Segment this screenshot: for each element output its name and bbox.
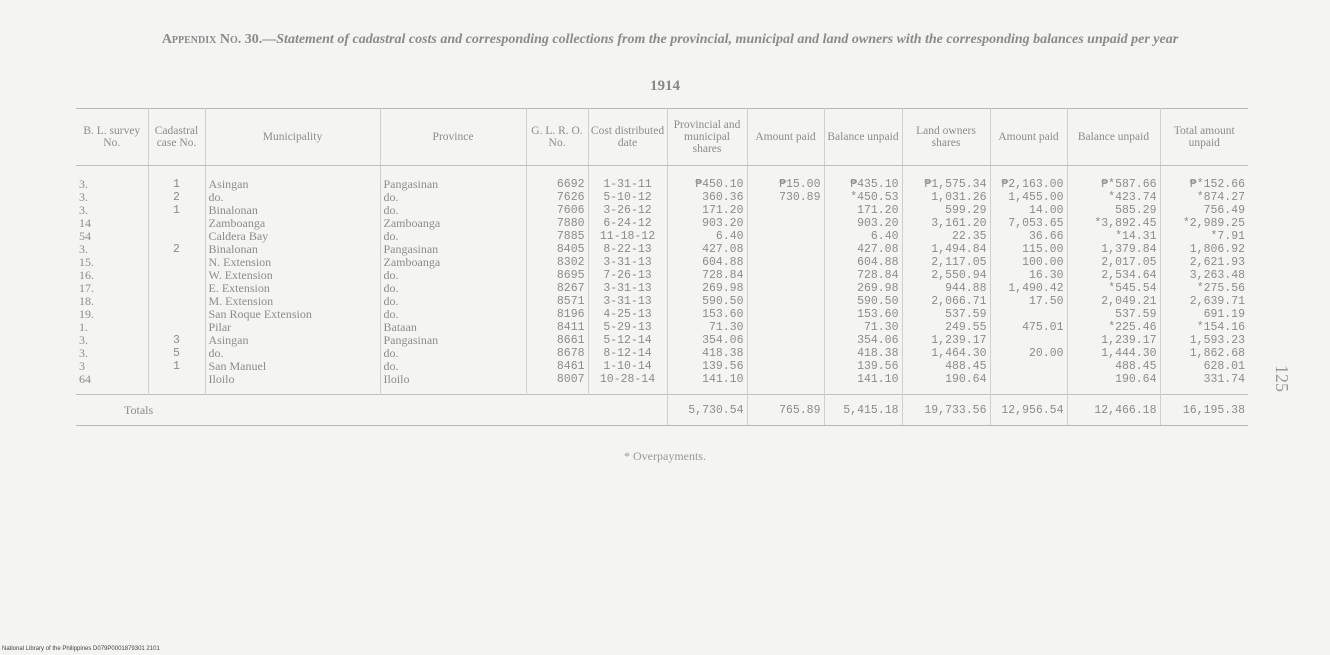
glro-no-cell: 8411	[526, 321, 588, 334]
owner-paid-cell: 16.30	[990, 269, 1067, 282]
owner-shares-cell: 2,117.05	[902, 256, 990, 269]
case-no-cell	[148, 269, 205, 282]
case-no-cell	[148, 282, 205, 295]
municipality-cell: W. Extension	[205, 269, 380, 282]
case-no-cell	[148, 321, 205, 334]
owner-paid-cell: 20.00	[990, 347, 1067, 360]
column-header: Province	[380, 109, 526, 166]
glro-no-cell: 8461	[526, 360, 588, 373]
date-cell: 1-10-14	[588, 360, 667, 373]
owner-shares-cell: 599.29	[902, 204, 990, 217]
owner-paid-cell: 7,053.65	[990, 217, 1067, 230]
prov-paid-cell	[747, 230, 824, 243]
owner-shares-cell: 1,239.17	[902, 334, 990, 347]
glro-no-cell: 8007	[526, 373, 588, 395]
owner-shares-cell: 2,550.94	[902, 269, 990, 282]
prov-balance-cell: 418.38	[824, 347, 902, 360]
glro-no-cell: 8678	[526, 347, 588, 360]
case-no-cell: 1	[148, 166, 205, 192]
totals-prov-shares: 5,730.54	[667, 395, 747, 426]
year-heading: 1914	[650, 78, 680, 94]
owner-shares-cell: 944.88	[902, 282, 990, 295]
totals-prov-paid: 765.89	[747, 395, 824, 426]
municipality-cell: do.	[205, 347, 380, 360]
prov-paid-cell: 730.89	[747, 191, 824, 204]
prov-paid-cell	[747, 256, 824, 269]
prov-shares-cell: 604.88	[667, 256, 747, 269]
case-no-cell: 1	[148, 360, 205, 373]
total-unpaid-cell: 2,639.71	[1189, 295, 1245, 308]
column-header: Municipality	[205, 109, 380, 166]
date-cell: 11-18-12	[588, 230, 667, 243]
prov-balance-cell: 604.88	[824, 256, 902, 269]
owner-paid-cell: 36.66	[990, 230, 1067, 243]
province-cell: do.	[380, 230, 526, 243]
glro-no-cell: 7626	[526, 191, 588, 204]
owner-shares-cell: 22.35	[902, 230, 990, 243]
prov-shares-cell: 354.06	[667, 334, 747, 347]
glro-no-cell: 8196	[526, 308, 588, 321]
prov-shares-cell: 360.36	[667, 191, 747, 204]
prov-balance-cell: 71.30	[824, 321, 902, 334]
survey-no-cell: 3.	[76, 334, 148, 347]
survey-no-cell: 1.	[76, 321, 148, 334]
column-header: B. L. survey No.	[76, 109, 148, 166]
owner-paid-cell	[990, 373, 1067, 395]
total-unpaid-cell: 3,263.48	[1189, 269, 1245, 282]
prov-shares-cell: 418.38	[667, 347, 747, 360]
owner-balance-cell: 488.45	[1067, 360, 1160, 373]
owner-paid-cell: 100.00	[990, 256, 1067, 269]
owner-shares-cell: 190.64	[902, 373, 990, 395]
owner-paid-cell	[990, 360, 1067, 373]
survey-no-cell: 15.	[76, 256, 148, 269]
prov-shares-cell: 139.56	[667, 360, 747, 373]
table-row	[76, 321, 1248, 334]
owner-balance-cell: 585.29	[1067, 204, 1160, 217]
owner-shares-cell: ₱1,575.34	[902, 166, 990, 192]
totals-label: Totals	[76, 395, 667, 426]
province-cell: do.	[380, 308, 526, 321]
library-watermark: National Library of the Philippines D079P0001879301 2101	[2, 646, 160, 652]
survey-no-cell: 14	[76, 217, 148, 230]
owner-paid-cell: 115.00	[990, 243, 1067, 256]
table-row	[76, 360, 1248, 373]
table-row	[76, 334, 1248, 347]
prov-paid-cell	[747, 282, 824, 295]
prov-balance-cell: 269.98	[824, 282, 902, 295]
column-header: Balance unpaid	[824, 109, 902, 166]
province-cell: do.	[380, 295, 526, 308]
glro-no-cell: 8302	[526, 256, 588, 269]
totals-total-unpaid: 16,195.38	[1160, 395, 1248, 426]
province-cell: do.	[380, 347, 526, 360]
owner-balance-cell: ₱*587.66	[1067, 166, 1160, 192]
municipality-cell: Asingan	[205, 334, 380, 347]
municipality-cell: Binalonan	[205, 243, 380, 256]
prov-paid-cell	[747, 321, 824, 334]
municipality-cell: Asingan	[205, 166, 380, 192]
case-no-cell	[148, 230, 205, 243]
glro-no-cell: 8571	[526, 295, 588, 308]
province-cell: do.	[380, 204, 526, 217]
prov-shares-cell: 71.30	[667, 321, 747, 334]
owner-paid-cell: 14.00	[990, 204, 1067, 217]
totals-owner-paid: 12,956.54	[990, 395, 1067, 426]
municipality-cell: E. Extension	[205, 282, 380, 295]
prov-paid-cell	[747, 347, 824, 360]
prov-paid-cell	[747, 373, 824, 395]
date-cell: 8-12-14	[588, 347, 667, 360]
total-unpaid-cell: 1,862.68	[1189, 347, 1245, 360]
total-unpaid-cell: 2,621.93	[1189, 256, 1245, 269]
province-cell: Zamboanga	[380, 217, 526, 230]
owner-paid-cell: 17.50	[990, 295, 1067, 308]
survey-no-cell: 3.	[76, 347, 148, 360]
glro-no-cell: 7606	[526, 204, 588, 217]
owner-paid-cell: ₱2,163.00	[990, 166, 1067, 192]
municipality-cell: Caldera Bay	[205, 230, 380, 243]
column-header: G. L. R. O. No.	[526, 109, 588, 166]
total-unpaid-cell: 756.49	[1203, 204, 1245, 217]
case-no-cell: 5	[148, 347, 205, 360]
date-cell: 1-31-11	[588, 166, 667, 192]
column-header: Cost distributed date	[588, 109, 667, 166]
glro-no-cell: 8267	[526, 282, 588, 295]
prov-paid-cell: ₱15.00	[747, 166, 824, 192]
date-cell: 3-31-13	[588, 282, 667, 295]
total-unpaid-cell: *874.27	[1196, 191, 1245, 204]
date-cell: 3-26-12	[588, 204, 667, 217]
column-header: Provincial and municipal shares	[667, 109, 747, 166]
municipality-cell: N. Extension	[205, 256, 380, 269]
owner-shares-cell: 3,161.20	[902, 217, 990, 230]
case-no-cell: 1	[148, 204, 205, 217]
province-cell: Zamboanga	[380, 256, 526, 269]
date-cell: 5-10-12	[588, 191, 667, 204]
total-unpaid-cell: 628.01	[1203, 360, 1245, 373]
column-header: Total amount unpaid	[1160, 109, 1248, 166]
prov-shares-cell: 903.20	[667, 217, 747, 230]
owner-balance-cell: *225.46	[1067, 321, 1160, 334]
prov-balance-cell: 354.06	[824, 334, 902, 347]
prov-shares-cell: 6.40	[667, 230, 747, 243]
owner-paid-cell: 1,490.42	[990, 282, 1067, 295]
prov-shares-cell: 141.10	[667, 373, 747, 395]
date-cell: 5-29-13	[588, 321, 667, 334]
owner-paid-cell: 475.01	[990, 321, 1067, 334]
total-unpaid-cell: 1,806.92	[1189, 243, 1245, 256]
owner-paid-cell	[990, 308, 1067, 321]
footnote: * Overpayments.	[624, 449, 706, 463]
case-no-cell: 2	[148, 191, 205, 204]
owner-balance-cell: *423.74	[1067, 191, 1160, 204]
province-cell: Pangasinan	[380, 243, 526, 256]
owner-shares-cell: 537.59	[902, 308, 990, 321]
municipality-cell: Iloilo	[205, 373, 380, 395]
owner-balance-cell: 1,379.84	[1067, 243, 1160, 256]
date-cell: 5-12-14	[588, 334, 667, 347]
total-unpaid-cell: *7.91	[1210, 230, 1245, 243]
survey-no-cell: 19.	[76, 308, 148, 321]
prov-shares-cell: 590.50	[667, 295, 747, 308]
totals-owner-balance: 12,466.18	[1067, 395, 1160, 426]
date-cell: 6-24-12	[588, 217, 667, 230]
survey-no-cell: 3.	[76, 191, 148, 204]
cadastral-costs-table	[76, 108, 1248, 426]
prov-balance-cell: ₱435.10	[824, 166, 902, 192]
province-cell: do.	[380, 360, 526, 373]
owner-balance-cell: *545.54	[1067, 282, 1160, 295]
owner-paid-cell	[990, 334, 1067, 347]
prov-shares-cell: 427.08	[667, 243, 747, 256]
owner-balance-cell: 2,017.05	[1067, 256, 1160, 269]
case-no-cell	[148, 373, 205, 395]
glro-no-cell: 8405	[526, 243, 588, 256]
case-no-cell	[148, 308, 205, 321]
prov-shares-cell: 171.20	[667, 204, 747, 217]
glro-no-cell: 7885	[526, 230, 588, 243]
column-header: Cadastral case No.	[148, 109, 205, 166]
total-unpaid-cell: *275.56	[1196, 282, 1245, 295]
total-unpaid-cell: 331.74	[1203, 373, 1245, 386]
prov-balance-cell: 427.08	[824, 243, 902, 256]
municipality-cell: Binalonan	[205, 204, 380, 217]
survey-no-cell: 3	[76, 360, 148, 373]
owner-balance-cell: 1,239.17	[1067, 334, 1160, 347]
owner-balance-cell: *3,892.45	[1067, 217, 1160, 230]
case-no-cell	[148, 217, 205, 230]
survey-no-cell: 3.	[76, 243, 148, 256]
municipality-cell: Pilar	[205, 321, 380, 334]
glro-no-cell: 8695	[526, 269, 588, 282]
header-row	[76, 109, 1248, 166]
municipality-cell: M. Extension	[205, 295, 380, 308]
date-cell: 8-22-13	[588, 243, 667, 256]
prov-balance-cell: *450.53	[824, 191, 902, 204]
prov-balance-cell: 153.60	[824, 308, 902, 321]
owner-shares-cell: 2,066.71	[902, 295, 990, 308]
totals-row	[76, 395, 1248, 426]
prov-paid-cell	[747, 243, 824, 256]
column-header: Land owners shares	[902, 109, 990, 166]
owner-shares-cell: 488.45	[902, 360, 990, 373]
prov-balance-cell: 728.84	[824, 269, 902, 282]
prov-shares-cell: 153.60	[667, 308, 747, 321]
prov-paid-cell	[747, 295, 824, 308]
table-row	[76, 308, 1248, 321]
owner-balance-cell: 190.64	[1067, 373, 1160, 395]
title-text: —Statement of cadastral costs and corresponding collections from the provincial, municipal and land owners with the corresponding balances unpaid per year	[262, 32, 1179, 47]
column-header: Balance unpaid	[1067, 109, 1160, 166]
page-number: 125	[1272, 365, 1292, 392]
totals-owner-shares: 19,733.56	[902, 395, 990, 426]
date-cell: 4-25-13	[588, 308, 667, 321]
owner-balance-cell: 2,534.64	[1067, 269, 1160, 282]
table-body	[76, 166, 1248, 395]
prov-balance-cell: 139.56	[824, 360, 902, 373]
prov-shares-cell: 269.98	[667, 282, 747, 295]
municipality-cell: Zamboanga	[205, 217, 380, 230]
prov-balance-cell: 590.50	[824, 295, 902, 308]
municipality-cell: San Roque Extension	[205, 308, 380, 321]
survey-no-cell: 17.	[76, 282, 148, 295]
survey-no-cell: 54	[76, 230, 148, 243]
case-no-cell: 3	[148, 334, 205, 347]
table-row	[76, 373, 1248, 395]
prov-paid-cell	[747, 360, 824, 373]
prov-balance-cell: 171.20	[824, 204, 902, 217]
case-no-cell	[148, 256, 205, 269]
total-unpaid-cell: 1,593.23	[1189, 334, 1245, 347]
prov-shares-cell: 728.84	[667, 269, 747, 282]
owner-shares-cell: 1,494.84	[902, 243, 990, 256]
prov-paid-cell	[747, 217, 824, 230]
page-title	[80, 30, 1260, 50]
survey-no-cell: 18.	[76, 295, 148, 308]
glro-no-cell: 7880	[526, 217, 588, 230]
column-header: Amount paid	[747, 109, 824, 166]
province-cell: Pangasinan	[380, 166, 526, 192]
owner-paid-cell: 1,455.00	[990, 191, 1067, 204]
province-cell: Pangasinan	[380, 334, 526, 347]
prov-paid-cell	[747, 204, 824, 217]
owner-shares-cell: 1,031.26	[902, 191, 990, 204]
survey-no-cell: 16.	[76, 269, 148, 282]
owner-shares-cell: 249.55	[902, 321, 990, 334]
province-cell: Iloilo	[380, 373, 526, 395]
case-no-cell	[148, 295, 205, 308]
total-unpaid-cell: 691.19	[1203, 308, 1245, 321]
totals-prov-balance: 5,415.18	[824, 395, 902, 426]
prov-balance-cell: 903.20	[824, 217, 902, 230]
glro-no-cell: 6692	[526, 166, 588, 192]
prov-balance-cell: 6.40	[824, 230, 902, 243]
date-cell: 10-28-14	[588, 373, 667, 395]
province-cell: do.	[380, 282, 526, 295]
prov-balance-cell: 141.10	[824, 373, 902, 395]
prov-paid-cell	[747, 334, 824, 347]
date-cell: 7-26-13	[588, 269, 667, 282]
glro-no-cell: 8661	[526, 334, 588, 347]
date-cell: 3-31-13	[588, 295, 667, 308]
owner-balance-cell: *14.31	[1067, 230, 1160, 243]
date-cell: 3-31-13	[588, 256, 667, 269]
prov-paid-cell	[747, 308, 824, 321]
prov-paid-cell	[747, 269, 824, 282]
owner-balance-cell: 1,444.30	[1067, 347, 1160, 360]
total-unpaid-cell: *154.16	[1196, 321, 1245, 334]
total-unpaid-cell: *2,989.25	[1182, 217, 1245, 230]
case-no-cell: 2	[148, 243, 205, 256]
owner-balance-cell: 537.59	[1067, 308, 1160, 321]
column-header: Amount paid	[990, 109, 1067, 166]
table-row	[76, 166, 1248, 192]
province-cell: do.	[380, 269, 526, 282]
prov-shares-cell: ₱450.10	[667, 166, 747, 192]
owner-balance-cell: 2,049.21	[1067, 295, 1160, 308]
total-unpaid-cell: ₱*152.66	[1189, 178, 1245, 191]
survey-no-cell: 3.	[76, 204, 148, 217]
municipality-cell: San Manuel	[205, 360, 380, 373]
appendix-label: Appendix No. 30.	[161, 32, 263, 47]
municipality-cell: do.	[205, 191, 380, 204]
province-cell: do.	[380, 191, 526, 204]
survey-no-cell: 3.	[76, 166, 148, 192]
province-cell: Bataan	[380, 321, 526, 334]
owner-shares-cell: 1,464.30	[902, 347, 990, 360]
survey-no-cell: 64	[76, 373, 148, 395]
